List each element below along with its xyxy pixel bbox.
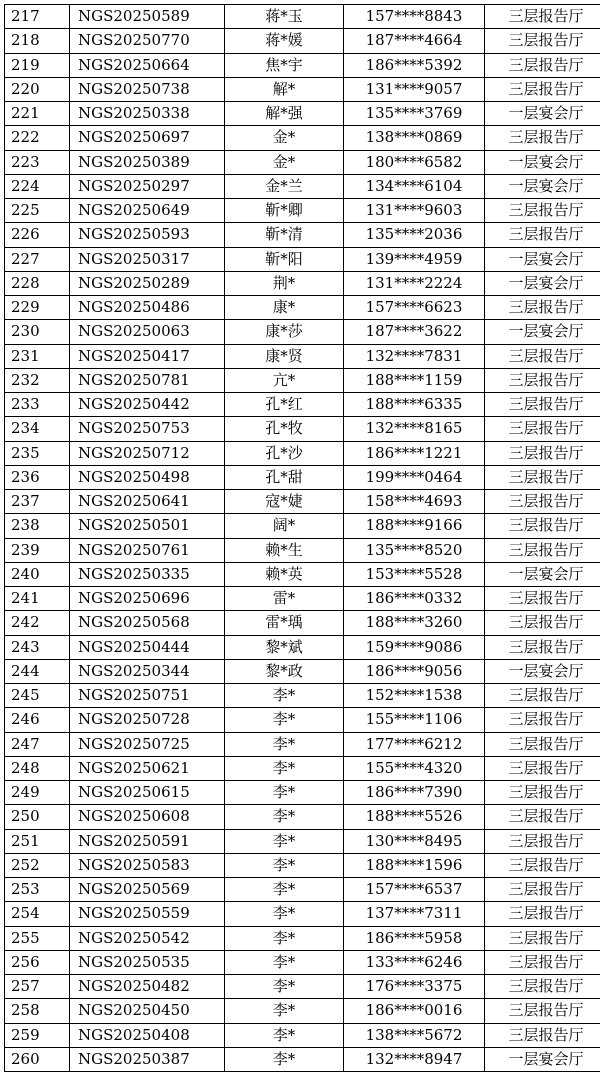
venue-cell: 一层宴会厅 [485,320,600,344]
venue-cell: 三层报告厅 [485,465,600,489]
attendee-name-cell: 李* [225,926,344,950]
registration-id-cell: NGS20250593 [70,223,225,247]
phone-number-cell: 157****8843 [344,5,485,29]
table-row [5,684,600,708]
row-number-cell: 218 [5,29,70,53]
venue-cell: 一层宴会厅 [485,562,600,586]
row-number-cell: 242 [5,611,70,635]
attendee-name-cell: 李* [225,853,344,877]
attendee-name-cell: 李* [225,999,344,1023]
table-row [5,829,600,853]
phone-number-cell: 186****5392 [344,53,485,77]
venue-cell: 三层报告厅 [485,1023,600,1047]
registration-id-cell: NGS20250482 [70,975,225,999]
venue-cell: 三层报告厅 [485,223,600,247]
phone-number-cell: 131****9057 [344,77,485,101]
row-number-cell: 227 [5,247,70,271]
phone-number-cell: 138****0869 [344,126,485,150]
attendee-name-cell: 解*强 [225,102,344,126]
attendee-name-cell: 李* [225,975,344,999]
table-row [5,562,600,586]
venue-cell: 三层报告厅 [485,684,600,708]
row-number-cell: 250 [5,805,70,829]
table-row [5,635,600,659]
phone-number-cell: 131****9603 [344,199,485,223]
registration-id-cell: NGS20250697 [70,126,225,150]
table-row [5,417,600,441]
attendee-name-cell: 金* [225,126,344,150]
row-number-cell: 248 [5,756,70,780]
row-number-cell: 220 [5,77,70,101]
registration-id-cell: NGS20250444 [70,635,225,659]
row-number-cell: 252 [5,853,70,877]
table-row [5,999,600,1023]
phone-number-cell: 188****9166 [344,514,485,538]
attendee-list-sheet [4,4,596,1072]
table-row [5,223,600,247]
phone-number-cell: 158****4693 [344,490,485,514]
phone-number-cell: 186****0332 [344,587,485,611]
table-row [5,538,600,562]
venue-cell: 三层报告厅 [485,902,600,926]
phone-number-cell: 186****1221 [344,441,485,465]
registration-id-cell: NGS20250317 [70,247,225,271]
venue-cell: 三层报告厅 [485,77,600,101]
row-number-cell: 257 [5,975,70,999]
venue-cell: 一层宴会厅 [485,150,600,174]
table-row [5,77,600,101]
registration-id-cell: NGS20250725 [70,732,225,756]
table-row [5,174,600,198]
phone-number-cell: 139****4959 [344,247,485,271]
registration-id-cell: NGS20250344 [70,659,225,683]
row-number-cell: 259 [5,1023,70,1047]
phone-number-cell: 159****9086 [344,635,485,659]
row-number-cell: 246 [5,708,70,732]
table-row [5,29,600,53]
row-number-cell: 255 [5,926,70,950]
venue-cell: 一层宴会厅 [485,1047,600,1071]
venue-cell: 三层报告厅 [485,514,600,538]
registration-id-cell: NGS20250442 [70,393,225,417]
attendee-name-cell: 赖*英 [225,562,344,586]
registration-id-cell: NGS20250063 [70,320,225,344]
venue-cell: 一层宴会厅 [485,174,600,198]
venue-cell: 三层报告厅 [485,296,600,320]
attendee-name-cell: 赖*生 [225,538,344,562]
table-row [5,53,600,77]
registration-id-cell: NGS20250501 [70,514,225,538]
venue-cell: 三层报告厅 [485,5,600,29]
row-number-cell: 223 [5,150,70,174]
phone-number-cell: 131****2224 [344,271,485,295]
table-row [5,247,600,271]
table-row [5,441,600,465]
attendee-name-cell: 孔*红 [225,393,344,417]
phone-number-cell: 187****3622 [344,320,485,344]
venue-cell: 三层报告厅 [485,926,600,950]
registration-id-cell: NGS20250450 [70,999,225,1023]
table-row [5,975,600,999]
phone-number-cell: 186****7390 [344,781,485,805]
attendee-name-cell: 焦*宇 [225,53,344,77]
attendee-name-cell: 孔*沙 [225,441,344,465]
row-number-cell: 230 [5,320,70,344]
phone-number-cell: 188****3260 [344,611,485,635]
table-row [5,344,600,368]
attendee-name-cell: 靳*阳 [225,247,344,271]
attendee-name-cell: 雷*瑀 [225,611,344,635]
table-row [5,902,600,926]
table-row [5,320,600,344]
registration-id-cell: NGS20250751 [70,684,225,708]
attendee-name-cell: 蒋*玉 [225,5,344,29]
venue-cell: 三层报告厅 [485,999,600,1023]
table-row [5,1023,600,1047]
phone-number-cell: 186****5958 [344,926,485,950]
registration-id-cell: NGS20250568 [70,611,225,635]
table-row [5,150,600,174]
attendee-name-cell: 金* [225,150,344,174]
row-number-cell: 233 [5,393,70,417]
table-row [5,465,600,489]
registration-id-cell: NGS20250696 [70,587,225,611]
phone-number-cell: 188****1159 [344,368,485,392]
attendee-name-cell: 蒋*媛 [225,29,344,53]
row-number-cell: 258 [5,999,70,1023]
phone-number-cell: 157****6537 [344,878,485,902]
registration-id-cell: NGS20250297 [70,174,225,198]
attendee-name-cell: 雷* [225,587,344,611]
venue-cell: 三层报告厅 [485,635,600,659]
row-number-cell: 231 [5,344,70,368]
row-number-cell: 240 [5,562,70,586]
phone-number-cell: 155****1106 [344,708,485,732]
row-number-cell: 226 [5,223,70,247]
venue-cell: 三层报告厅 [485,829,600,853]
phone-number-cell: 132****7831 [344,344,485,368]
phone-number-cell: 176****3375 [344,975,485,999]
attendee-name-cell: 孔*牧 [225,417,344,441]
table-row [5,708,600,732]
attendee-name-cell: 李* [225,878,344,902]
table-row [5,296,600,320]
table-row [5,587,600,611]
attendee-name-cell: 黎*斌 [225,635,344,659]
attendee-name-cell: 康*莎 [225,320,344,344]
registration-id-cell: NGS20250753 [70,417,225,441]
venue-cell: 三层报告厅 [485,368,600,392]
registration-id-cell: NGS20250770 [70,29,225,53]
table-row [5,514,600,538]
registration-id-cell: NGS20250621 [70,756,225,780]
attendee-name-cell: 李* [225,902,344,926]
table-row [5,393,600,417]
attendee-name-cell: 李* [225,1023,344,1047]
table-row [5,732,600,756]
phone-number-cell: 188****1596 [344,853,485,877]
phone-number-cell: 135****2036 [344,223,485,247]
phone-number-cell: 177****6212 [344,732,485,756]
venue-cell: 三层报告厅 [485,126,600,150]
registration-id-cell: NGS20250641 [70,490,225,514]
registration-id-cell: NGS20250559 [70,902,225,926]
table-row [5,950,600,974]
table-row [5,853,600,877]
attendee-name-cell: 孔*甜 [225,465,344,489]
phone-number-cell: 135****3769 [344,102,485,126]
venue-cell: 三层报告厅 [485,781,600,805]
table-row [5,611,600,635]
venue-cell: 三层报告厅 [485,53,600,77]
venue-cell: 三层报告厅 [485,950,600,974]
row-number-cell: 217 [5,5,70,29]
row-number-cell: 237 [5,490,70,514]
row-number-cell: 219 [5,53,70,77]
venue-cell: 一层宴会厅 [485,659,600,683]
table-row [5,490,600,514]
row-number-cell: 236 [5,465,70,489]
venue-cell: 三层报告厅 [485,199,600,223]
phone-number-cell: 188****6335 [344,393,485,417]
venue-cell: 三层报告厅 [485,538,600,562]
venue-cell: 一层宴会厅 [485,247,600,271]
phone-number-cell: 153****5528 [344,562,485,586]
registration-id-cell: NGS20250542 [70,926,225,950]
attendee-table [4,4,600,1072]
registration-id-cell: NGS20250417 [70,344,225,368]
venue-cell: 三层报告厅 [485,756,600,780]
phone-number-cell: 186****9056 [344,659,485,683]
attendee-name-cell: 靳*清 [225,223,344,247]
row-number-cell: 253 [5,878,70,902]
attendee-name-cell: 李* [225,829,344,853]
venue-cell: 三层报告厅 [485,587,600,611]
table-row [5,926,600,950]
attendee-name-cell: 靳*卿 [225,199,344,223]
registration-id-cell: NGS20250387 [70,1047,225,1071]
attendee-table-body [5,5,600,1072]
registration-id-cell: NGS20250615 [70,781,225,805]
table-row [5,126,600,150]
table-row [5,1047,600,1071]
venue-cell: 一层宴会厅 [485,102,600,126]
phone-number-cell: 157****6623 [344,296,485,320]
registration-id-cell: NGS20250335 [70,562,225,586]
row-number-cell: 235 [5,441,70,465]
venue-cell: 三层报告厅 [485,441,600,465]
row-number-cell: 222 [5,126,70,150]
row-number-cell: 232 [5,368,70,392]
phone-number-cell: 137****7311 [344,902,485,926]
venue-cell: 三层报告厅 [485,344,600,368]
attendee-name-cell: 亢* [225,368,344,392]
phone-number-cell: 199****0464 [344,465,485,489]
row-number-cell: 238 [5,514,70,538]
row-number-cell: 221 [5,102,70,126]
attendee-name-cell: 康*贤 [225,344,344,368]
table-row [5,5,600,29]
phone-number-cell: 187****4664 [344,29,485,53]
registration-id-cell: NGS20250738 [70,77,225,101]
attendee-name-cell: 李* [225,1047,344,1071]
row-number-cell: 224 [5,174,70,198]
venue-cell: 三层报告厅 [485,490,600,514]
row-number-cell: 239 [5,538,70,562]
row-number-cell: 247 [5,732,70,756]
attendee-name-cell: 寇*婕 [225,490,344,514]
phone-number-cell: 133****6246 [344,950,485,974]
row-number-cell: 254 [5,902,70,926]
row-number-cell: 256 [5,950,70,974]
row-number-cell: 241 [5,587,70,611]
registration-id-cell: NGS20250664 [70,53,225,77]
venue-cell: 一层宴会厅 [485,271,600,295]
venue-cell: 三层报告厅 [485,805,600,829]
row-number-cell: 229 [5,296,70,320]
attendee-name-cell: 李* [225,684,344,708]
registration-id-cell: NGS20250728 [70,708,225,732]
phone-number-cell: 180****6582 [344,150,485,174]
attendee-name-cell: 李* [225,805,344,829]
table-row [5,102,600,126]
row-number-cell: 245 [5,684,70,708]
table-row [5,368,600,392]
venue-cell: 三层报告厅 [485,417,600,441]
table-row [5,878,600,902]
attendee-name-cell: 李* [225,950,344,974]
registration-id-cell: NGS20250408 [70,1023,225,1047]
venue-cell: 三层报告厅 [485,975,600,999]
attendee-name-cell: 康* [225,296,344,320]
row-number-cell: 244 [5,659,70,683]
venue-cell: 三层报告厅 [485,878,600,902]
registration-id-cell: NGS20250649 [70,199,225,223]
registration-id-cell: NGS20250583 [70,853,225,877]
registration-id-cell: NGS20250569 [70,878,225,902]
phone-number-cell: 135****8520 [344,538,485,562]
table-row [5,781,600,805]
venue-cell: 三层报告厅 [485,611,600,635]
venue-cell: 三层报告厅 [485,708,600,732]
registration-id-cell: NGS20250781 [70,368,225,392]
attendee-name-cell: 荆* [225,271,344,295]
attendee-name-cell: 金*兰 [225,174,344,198]
phone-number-cell: 138****5672 [344,1023,485,1047]
attendee-name-cell: 李* [225,781,344,805]
phone-number-cell: 188****5526 [344,805,485,829]
venue-cell: 三层报告厅 [485,853,600,877]
attendee-name-cell: 李* [225,756,344,780]
row-number-cell: 228 [5,271,70,295]
registration-id-cell: NGS20250608 [70,805,225,829]
phone-number-cell: 132****8947 [344,1047,485,1071]
registration-id-cell: NGS20250486 [70,296,225,320]
phone-number-cell: 152****1538 [344,684,485,708]
row-number-cell: 225 [5,199,70,223]
registration-id-cell: NGS20250591 [70,829,225,853]
attendee-name-cell: 解* [225,77,344,101]
registration-id-cell: NGS20250712 [70,441,225,465]
registration-id-cell: NGS20250498 [70,465,225,489]
venue-cell: 三层报告厅 [485,393,600,417]
table-row [5,659,600,683]
row-number-cell: 249 [5,781,70,805]
row-number-cell: 234 [5,417,70,441]
row-number-cell: 243 [5,635,70,659]
attendee-name-cell: 黎*政 [225,659,344,683]
phone-number-cell: 132****8165 [344,417,485,441]
row-number-cell: 260 [5,1047,70,1071]
attendee-name-cell: 李* [225,732,344,756]
phone-number-cell: 186****0016 [344,999,485,1023]
registration-id-cell: NGS20250589 [70,5,225,29]
registration-id-cell: NGS20250535 [70,950,225,974]
venue-cell: 三层报告厅 [485,29,600,53]
phone-number-cell: 130****8495 [344,829,485,853]
registration-id-cell: NGS20250389 [70,150,225,174]
attendee-name-cell: 阔* [225,514,344,538]
phone-number-cell: 134****6104 [344,174,485,198]
registration-id-cell: NGS20250761 [70,538,225,562]
registration-id-cell: NGS20250338 [70,102,225,126]
table-row [5,271,600,295]
table-row [5,199,600,223]
phone-number-cell: 155****4320 [344,756,485,780]
venue-cell: 三层报告厅 [485,732,600,756]
table-row [5,805,600,829]
table-row [5,756,600,780]
registration-id-cell: NGS20250289 [70,271,225,295]
row-number-cell: 251 [5,829,70,853]
attendee-name-cell: 李* [225,708,344,732]
